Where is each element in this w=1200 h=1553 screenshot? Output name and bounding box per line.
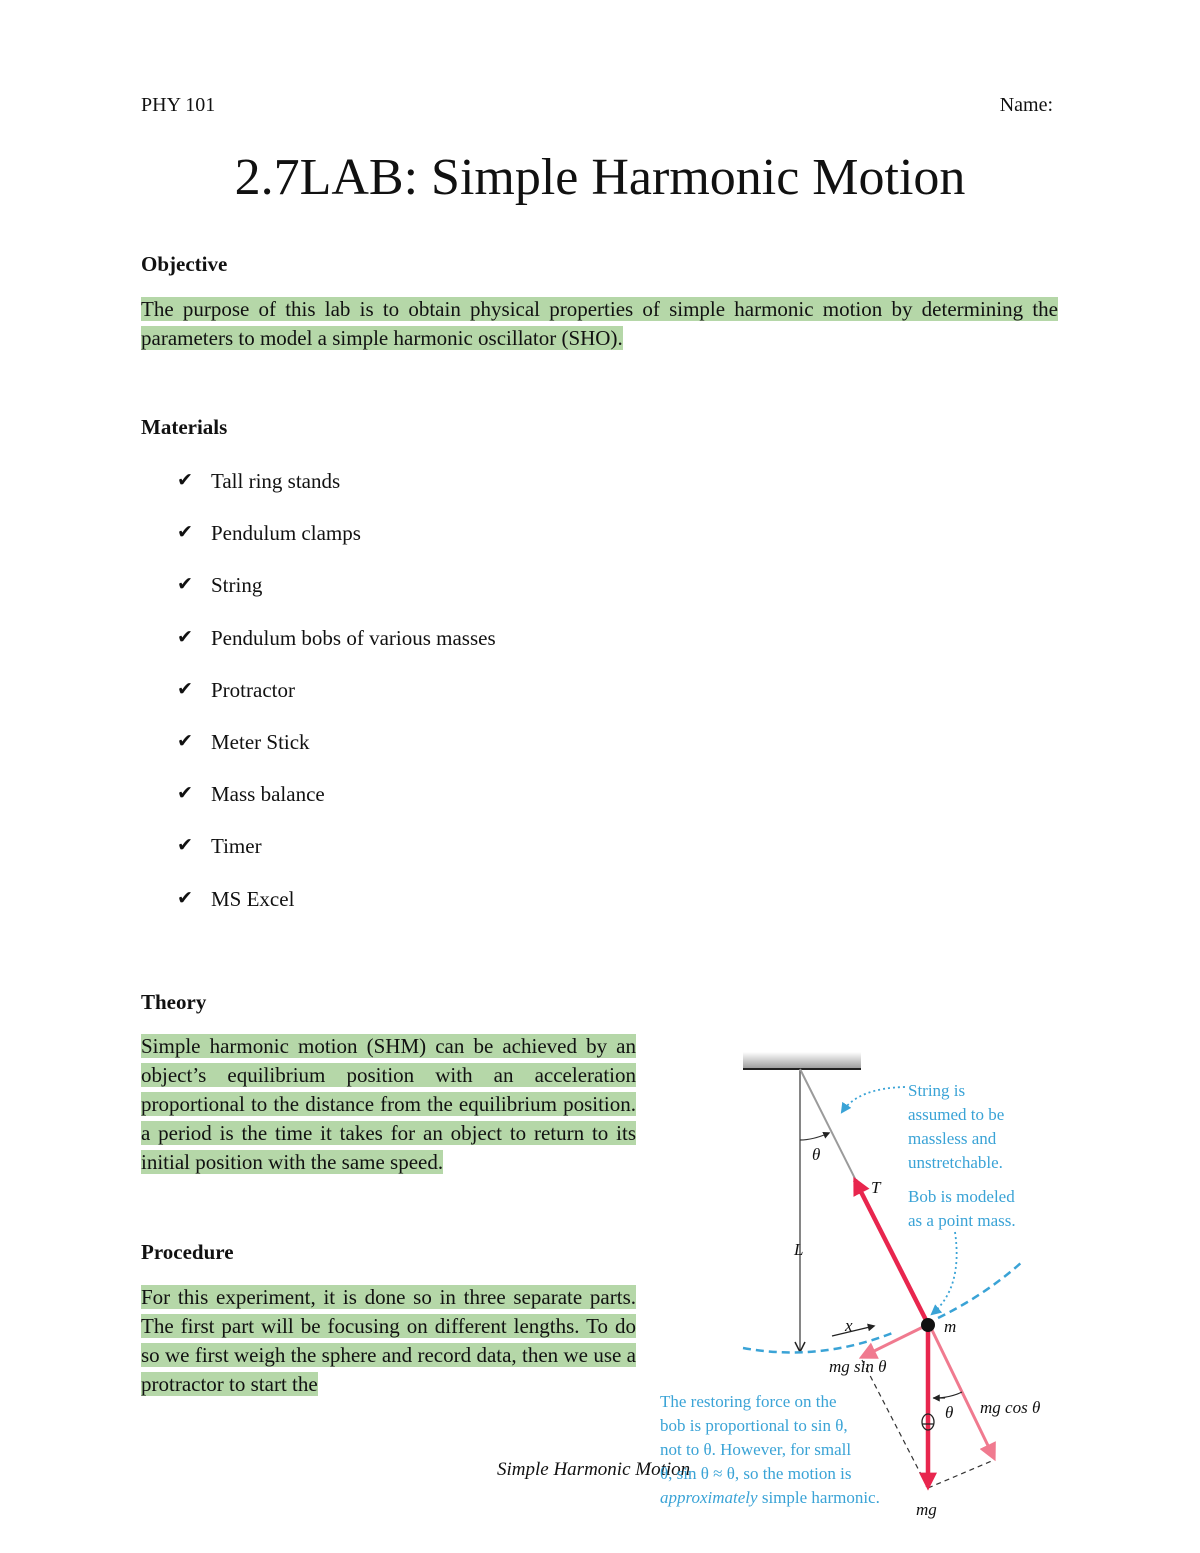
x-label: x	[845, 1316, 853, 1335]
list-item: ✔ Pendulum bobs of various masses	[177, 625, 496, 650]
mg-cos-arrow	[931, 1328, 994, 1458]
page-title: 2.7LAB: Simple Harmonic Motion	[234, 149, 966, 206]
tension-label: T	[871, 1178, 881, 1197]
ceiling-support	[743, 1052, 861, 1069]
materials-heading: Materials	[141, 415, 228, 439]
mass-label: m	[944, 1317, 957, 1336]
checkmark-icon: ✔	[177, 521, 193, 544]
theory-text: Simple harmonic motion (SHM) can be achieved by an object’s equilibrium position with an acceleration proportional to the distance from the equilibrium position. a period is the time it takes for an object to return to its initial position with the same speed.	[141, 1034, 636, 1174]
checkmark-icon: ✔	[177, 782, 193, 805]
bob-note: Bob is modeled as a point mass.	[908, 1187, 1016, 1230]
theta-arc-top	[800, 1133, 829, 1140]
string-note: String is assumed to be massless and unstretchable.	[908, 1081, 1005, 1172]
name-label: Name:	[999, 94, 1053, 116]
x-direction-arrow	[832, 1326, 874, 1336]
checkmark-icon: ✔	[177, 834, 193, 857]
list-item: ✔ MS Excel	[177, 886, 295, 911]
figure-caption: Simple Harmonic Motion	[497, 1459, 691, 1480]
materials-list	[177, 469, 496, 939]
objective-paragraph	[141, 295, 1058, 353]
checkmark-icon: ✔	[177, 469, 193, 491]
mg-sin-arrow	[862, 1326, 925, 1357]
theory-paragraph	[141, 1032, 636, 1177]
list-item: ✔ Pendulum clamps	[177, 521, 361, 546]
checkmark-icon: ✔	[177, 677, 193, 700]
course-label: PHY 101	[141, 94, 216, 116]
procedure-text: For this experiment, it is done so in three separate parts. The first part will be focusing on different lengths. To do so we first weigh the sphere and record data, then we use a protractor to start the	[141, 1285, 636, 1396]
string-note-arrow	[842, 1087, 905, 1112]
pendulum-diagram	[640, 1040, 1080, 1540]
theta-arc-bottom	[933, 1392, 962, 1398]
theory-heading: Theory	[141, 990, 207, 1014]
list-item: ✔ Meter Stick	[177, 729, 310, 754]
procedure-heading: Procedure	[141, 1240, 234, 1264]
objective-heading: Objective	[141, 252, 228, 276]
mg-cos-label: mg cos θ	[980, 1398, 1041, 1417]
list-item: ✔ Tall ring stands	[177, 469, 341, 493]
theta-top-label: θ	[812, 1145, 821, 1164]
mg-sin-label: mg sin θ	[829, 1357, 887, 1376]
construction-line-right	[928, 1460, 994, 1488]
list-item: ✔ Timer	[177, 834, 262, 859]
list-item: ✔ String	[177, 573, 263, 598]
swing-path-right	[938, 1262, 1022, 1318]
swing-path-left	[743, 1332, 895, 1352]
objective-text: The purpose of this lab is to obtain physical properties of simple harmonic motion by determining the parameters to model a simple harmonic oscillator (SHO).	[141, 297, 1058, 350]
checkmark-icon: ✔	[177, 729, 193, 752]
construction-line-left	[862, 1360, 928, 1488]
list-item: ✔ Protractor	[177, 677, 295, 702]
theta-bottom-label: θ	[945, 1403, 954, 1422]
checkmark-icon: ✔	[177, 625, 193, 648]
mg-label: mg	[916, 1500, 937, 1519]
bob-note-arrow	[932, 1232, 957, 1314]
length-label: L	[794, 1240, 804, 1259]
checkmark-icon: ✔	[177, 886, 193, 909]
checkmark-icon: ✔	[177, 573, 193, 596]
restoring-force-note: The restoring force on the bob is proportional to sin θ, not to θ. However, for small θ, sin θ ≈ θ, so the motion is approximately simple harmonic.	[660, 1392, 880, 1507]
list-item: ✔ Mass balance	[177, 782, 325, 807]
pendulum-bob	[921, 1318, 935, 1332]
procedure-paragraph	[141, 1283, 636, 1399]
